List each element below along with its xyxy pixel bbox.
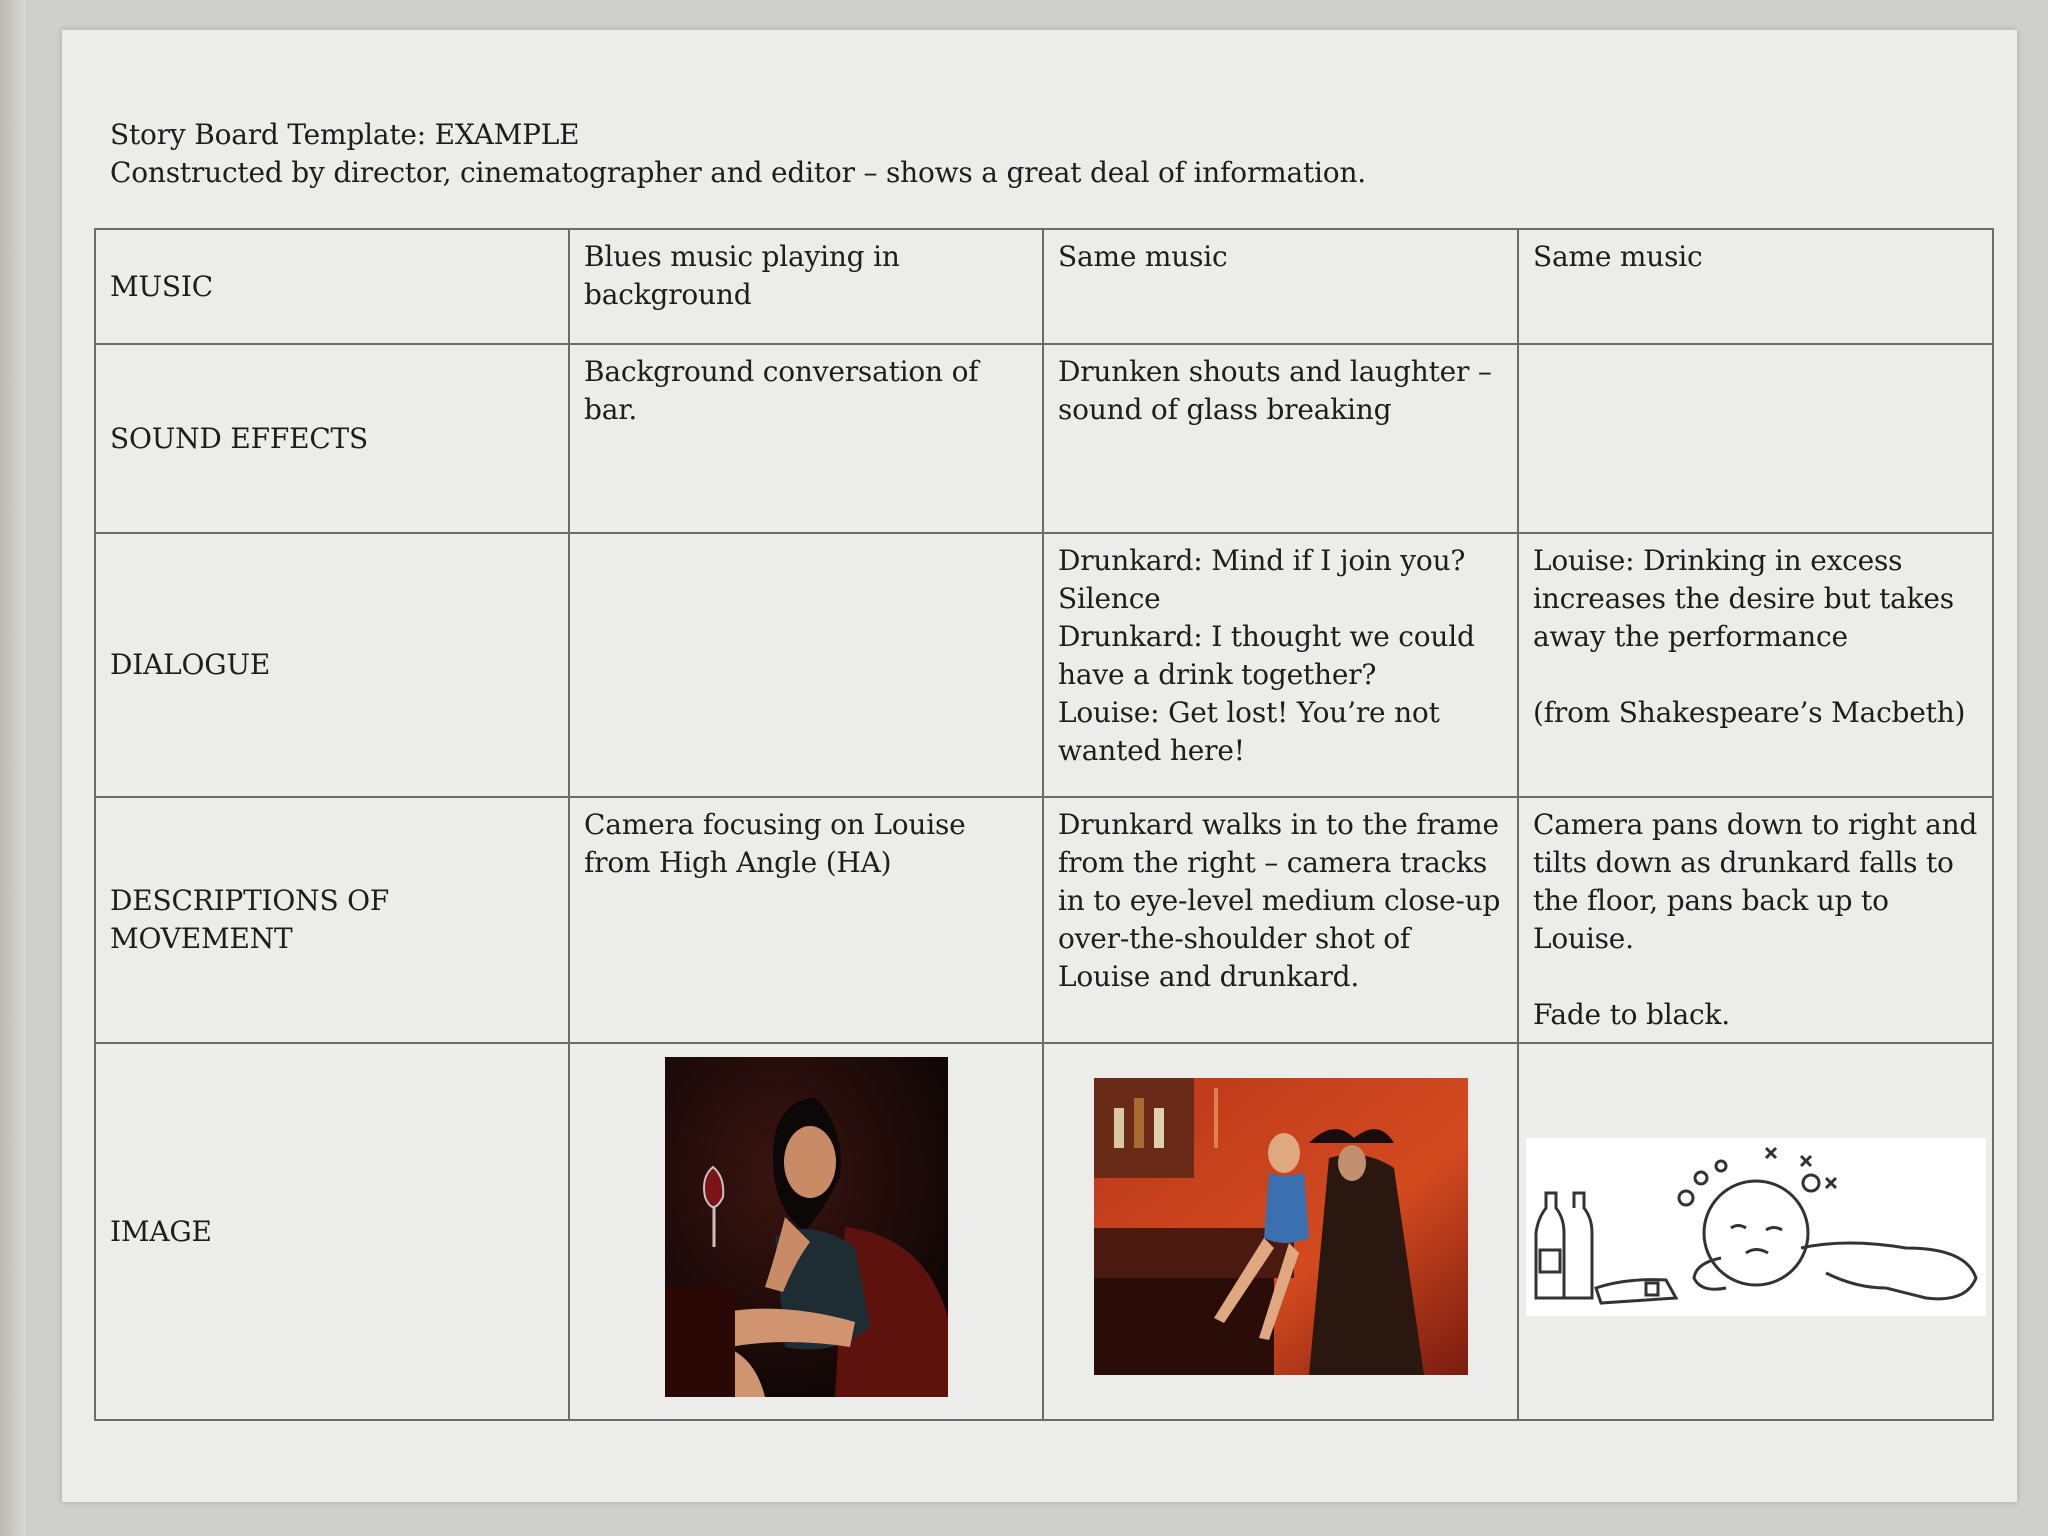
cell-sound-2: Drunken shouts and laughter – sound of glass breaking	[1043, 344, 1518, 533]
dialogue-quote-source: (from Shakespeare’s Macbeth)	[1533, 696, 1966, 729]
row-movement	[95, 797, 1993, 1043]
row-image	[95, 1043, 1993, 1420]
dialogue-line: Drunkard: Mind if I join you?	[1058, 544, 1466, 577]
dialogue-quote: Louise: Drinking in excess increases the desire but takes away the performance	[1533, 544, 1954, 653]
dialogue-line: Louise: Get lost! You’re not wanted here!	[1058, 696, 1440, 767]
cell-dialogue-3	[1518, 533, 1993, 797]
cell-sound-1: Background conversation of bar.	[569, 344, 1043, 533]
woman-with-wine-painting	[665, 1057, 948, 1397]
cell-image-3	[1518, 1043, 1993, 1420]
cell-dialogue-1	[569, 533, 1043, 797]
cell-dialogue-2	[1043, 533, 1518, 797]
document-header	[110, 116, 1366, 192]
document-subtitle: Constructed by director, cinematographer and editor – shows a great deal of information.	[110, 156, 1366, 189]
dialogue-line: Drunkard: I thought we could have a drink together?	[1058, 620, 1475, 691]
cell-image-1	[569, 1043, 1043, 1420]
cell-image-2	[1043, 1043, 1518, 1420]
movement-fade: Fade to black.	[1533, 998, 1730, 1031]
storyboard-table	[94, 228, 1994, 1421]
document-title: Story Board Template: EXAMPLE	[110, 118, 580, 151]
cell-movement-3	[1518, 797, 1993, 1043]
cell-music-2: Same music	[1043, 229, 1518, 344]
cell-movement-1: Camera focusing on Louise from High Angle (HA)	[569, 797, 1043, 1043]
row-music	[95, 229, 1993, 344]
drunk-cartoon-drawing	[1526, 1138, 1986, 1316]
dialogue-line: Silence	[1058, 582, 1161, 615]
row-label-dialogue: DIALOGUE	[95, 533, 569, 797]
cell-sound-3	[1518, 344, 1993, 533]
row-dialogue	[95, 533, 1993, 797]
row-label-music: MUSIC	[95, 229, 569, 344]
cell-movement-2: Drunkard walks in to the frame from the right – camera tracks in to eye-level medium close-up over-the-shoulder shot of Louise and drunkard.	[1043, 797, 1518, 1043]
slide-left-edge	[0, 0, 26, 1536]
row-label-image: IMAGE	[95, 1043, 569, 1420]
row-label-movement: DESCRIPTIONS OF MOVEMENT	[95, 797, 569, 1043]
cell-music-3: Same music	[1518, 229, 1993, 344]
cell-music-1: Blues music playing in background	[569, 229, 1043, 344]
movement-text: Camera pans down to right and tilts down as drunkard falls to the floor, pans back up to Louise.	[1533, 808, 1978, 955]
bar-scene-painting	[1094, 1078, 1468, 1375]
row-sound-effects	[95, 344, 1993, 533]
row-label-sound-effects: SOUND EFFECTS	[95, 344, 569, 533]
